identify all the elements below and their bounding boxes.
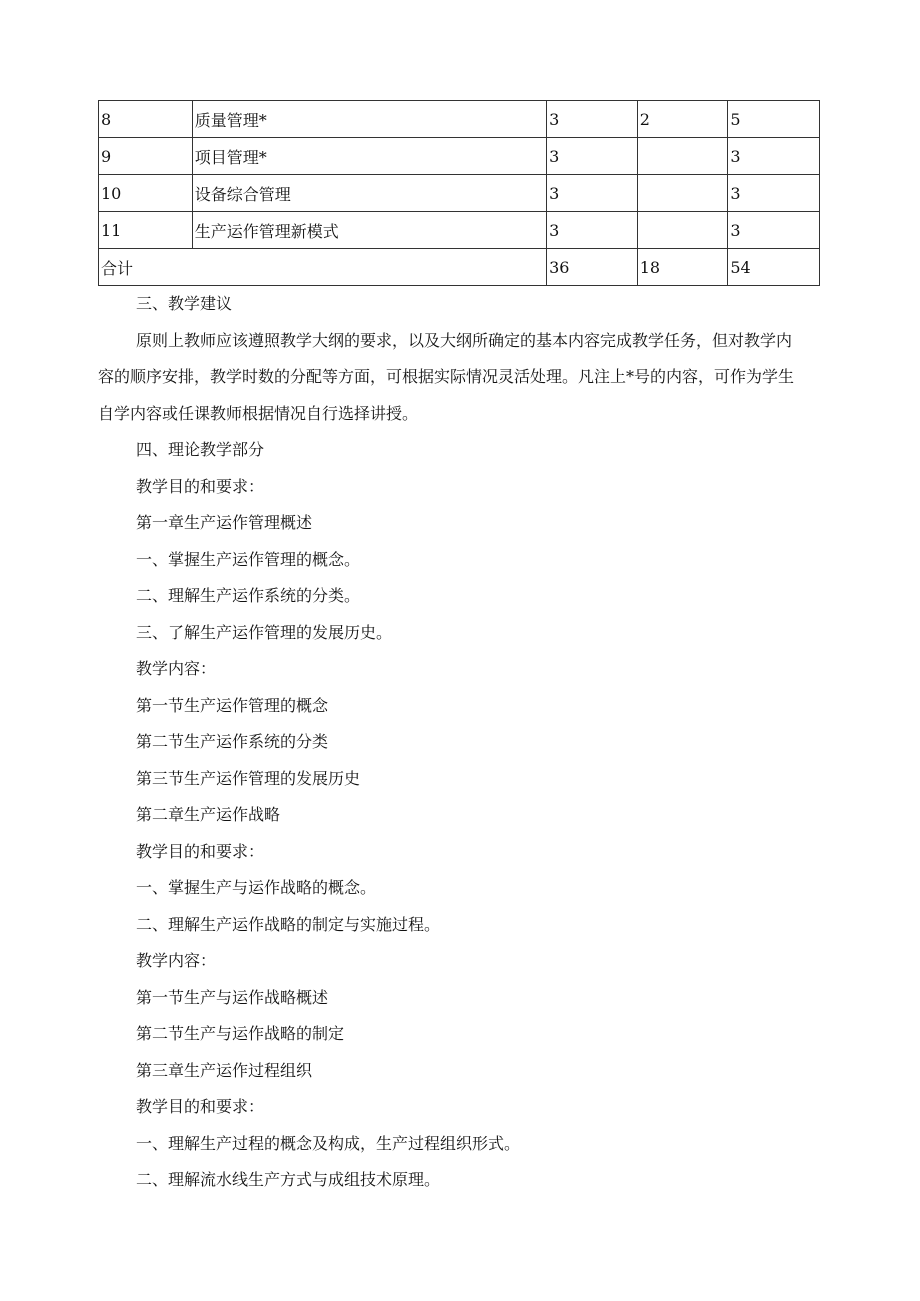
syllabus-line: 第三节生产运作管理的发展历史	[136, 768, 361, 788]
section-heading-teaching-suggestions: 三、教学建议	[136, 294, 233, 313]
row-hours-b	[637, 175, 728, 212]
row-number: 11	[99, 212, 193, 249]
syllabus-line: 一、掌握生产与运作战略的概念。	[136, 878, 377, 897]
table-total-row	[99, 249, 820, 286]
syllabus-line: 第二章生产运作战略	[136, 805, 281, 824]
syllabus-line: 二、理解生产运作战略的制定与实施过程。	[136, 914, 441, 934]
table-row	[99, 212, 820, 249]
row-topic: 设备综合管理	[192, 175, 546, 212]
row-number: 9	[99, 138, 193, 175]
row-topic: 项目管理*	[192, 138, 546, 175]
syllabus-line: 第二节生产运作系统的分类	[136, 732, 329, 751]
section-heading-theory-teaching: 四、理论教学部分	[136, 440, 265, 459]
syllabus-line: 教学目的和要求：	[136, 1097, 265, 1116]
row-hours-total: 3	[728, 175, 820, 212]
course-hours-table	[98, 100, 820, 286]
row-hours-total: 3	[728, 138, 820, 175]
row-hours-b	[637, 212, 728, 249]
syllabus-body	[98, 286, 798, 1199]
table-row	[99, 101, 820, 138]
row-hours-b	[637, 138, 728, 175]
syllabus-line: 一、理解生产过程的概念及构成，生产过程组织形式。	[136, 1133, 521, 1153]
syllabus-line: 第一节生产运作管理的概念	[136, 695, 329, 715]
syllabus-line: 三、了解生产运作管理的发展历史。	[136, 622, 393, 642]
teaching-suggestions-paragraph: 原则上教师应该遵照教学大纲的要求，以及大纲所确定的基本内容完成教学任务，但对教学内容的顺序安排，教学时数的分配等方面，可根据实际情况灵活处理。凡注上*号的内容，可作为学生自学内容或任课教师根据情况自行选择讲授。	[98, 330, 795, 423]
total-hours-a: 36	[547, 249, 638, 286]
row-number: 10	[99, 175, 193, 212]
syllabus-line: 教学内容：	[136, 951, 217, 970]
row-hours-a: 3	[547, 101, 638, 138]
syllabus-line: 第一节生产与运作战略概述	[136, 987, 329, 1007]
row-topic: 质量管理*	[192, 101, 546, 138]
row-hours-total: 5	[728, 101, 820, 138]
row-hours-b: 2	[637, 101, 728, 138]
table-row	[99, 138, 820, 175]
total-hours-b: 18	[637, 249, 728, 286]
syllabus-line: 教学目的和要求：	[136, 841, 265, 861]
syllabus-line: 教学内容：	[136, 659, 217, 678]
row-number: 8	[99, 101, 193, 138]
syllabus-line: 二、理解生产运作系统的分类。	[136, 586, 361, 605]
row-hours-a: 3	[547, 138, 638, 175]
total-label: 合计	[99, 249, 547, 286]
total-hours-sum: 54	[728, 249, 820, 286]
row-hours-a: 3	[547, 212, 638, 249]
row-hours-total: 3	[728, 212, 820, 249]
row-hours-a: 3	[547, 175, 638, 212]
syllabus-line: 二、理解流水线生产方式与成组技术原理。	[136, 1170, 441, 1189]
syllabus-line: 教学目的和要求：	[136, 476, 265, 496]
syllabus-line: 第一章生产运作管理概述	[136, 513, 313, 532]
table-row	[99, 175, 820, 212]
syllabus-line: 第三章生产运作过程组织	[136, 1060, 313, 1080]
syllabus-line: 第二节生产与运作战略的制定	[136, 1024, 345, 1043]
syllabus-lines	[98, 469, 798, 1199]
row-topic: 生产运作管理新模式	[192, 212, 546, 249]
syllabus-line: 一、掌握生产运作管理的概念。	[136, 549, 361, 569]
